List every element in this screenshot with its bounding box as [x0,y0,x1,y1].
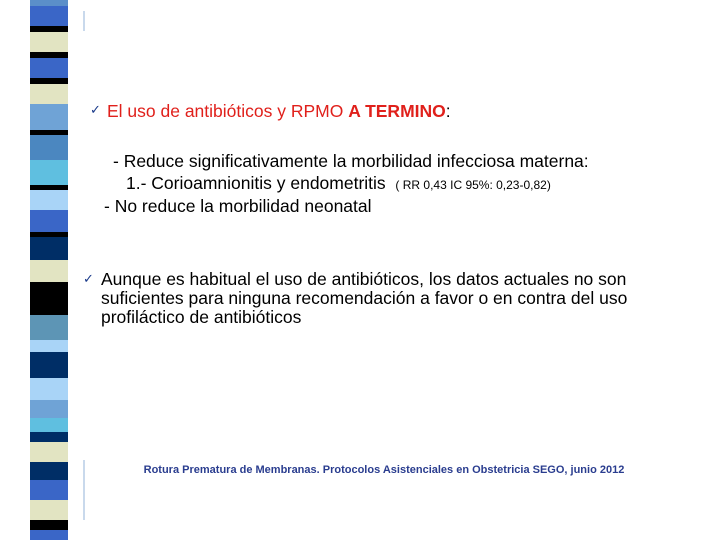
stripe-band [30,160,68,186]
stripe-band [30,400,68,419]
slide-edge-mark [83,11,85,31]
stripe-band [30,26,68,33]
stripe-band [30,282,68,291]
decorative-stripe-bar [0,0,80,540]
stripe-band [30,78,68,85]
stripe-band [30,480,68,501]
bullet1-subline: 1.- Corioamnionitis y endometritis ( RR 0,43 IC 95%: 0,23-0,82) [126,173,551,193]
stripe-band [30,290,68,316]
stripe-band [30,418,68,433]
stripe-band [30,190,68,211]
stripe-band [30,52,68,59]
footer-citation: Rotura Prematura de Membranas. Protocolos Asistenciales en Obstetricia SEGO, junio 2012 [143,464,625,476]
bullet1-stat: ( RR 0,43 IC 95%: 0,23-0,82) [395,178,551,192]
stripe-band [30,352,68,379]
stripe-band [30,135,68,161]
stripe-band [30,104,68,131]
stripe-band [30,530,68,540]
stripe-band [30,432,68,443]
stripe-band [30,6,68,27]
checkmark-icon: ✓ [90,103,101,118]
stripe-band [30,260,68,283]
stripe-band [30,500,68,521]
stripe-band [30,442,68,463]
stripe-band [30,315,68,341]
stripe-band [30,58,68,79]
stripe-band [30,84,68,105]
bullet1-title: El uso de antibióticos y RPMO A TERMINO: [107,101,451,121]
bullet1-line: - Reduce significativamente la morbilidad infecciosa materna: [113,151,589,171]
bullet2-text: Aunque es habitual el uso de antibióticos, los datos actuales no son suficientes para ninguna recomendación a favor o en contra del uso profiláctico de antibióticos [101,269,628,327]
stripe-band [30,340,68,353]
stripe-band [30,210,68,233]
stripe-band [30,0,68,7]
stripe-band [30,520,68,531]
stripe-band [30,32,68,53]
bullet1-line: - No reduce la morbilidad neonatal [104,196,372,216]
stripe-band [30,237,68,261]
stripe-band [30,378,68,401]
stripe-margin [10,0,30,540]
checkmark-icon: ✓ [83,272,94,287]
